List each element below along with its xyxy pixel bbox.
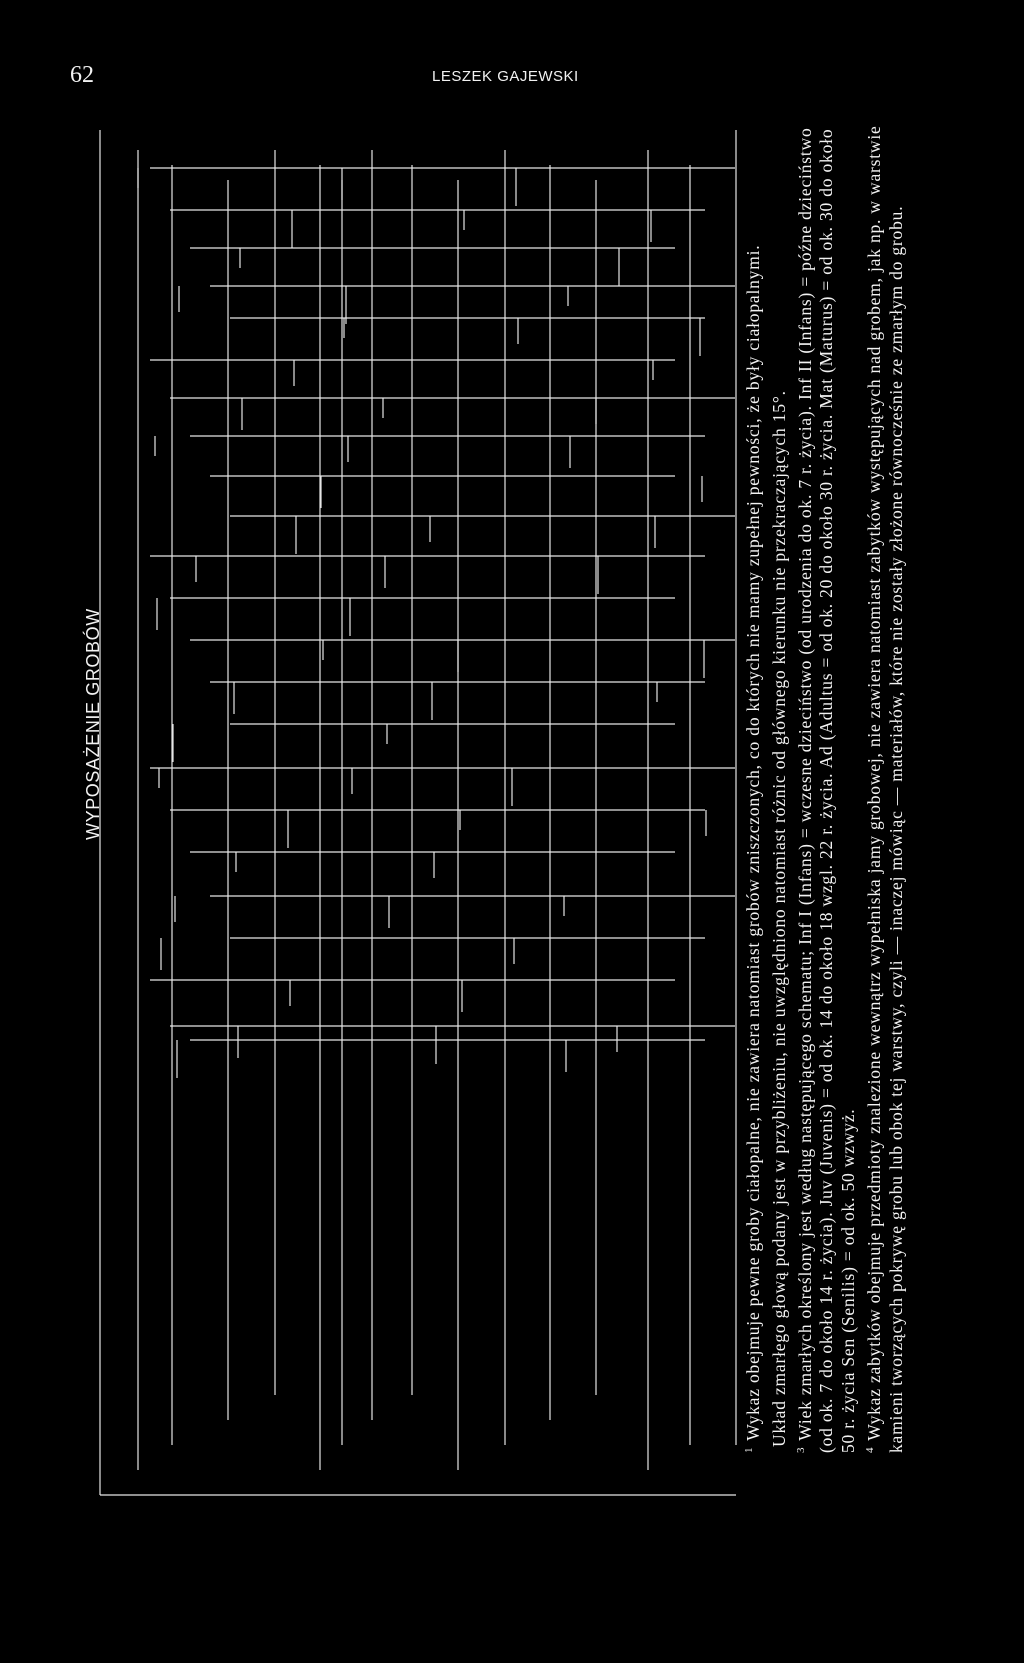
footnote-text: Wiek zmarłych określony jest według następującego schematu; Inf I (Infans) = wczesne dzieciństwo (od urodzenia do ok. 7 r. życia). Inf II (Infans) = późne dzieciństwo (od ok. 7 do około 14 r. życia). Juv (Juvenis) = od ok. 14 do około 18 wzgl. 22 r. życia. Ad (Adultus = od ok. 20 do około 30 r. życia. Mat (Maturus) = od ok. 30 do około 50 r. życia Sen (Senilis) = od ok. 50 wzwyż. <box>794 127 859 1453</box>
footnote-mark: 1 <box>743 1446 755 1453</box>
footnote-text: Układ zmarłego głową podany jest w przybliżeniu, nie uwzględniono natomiast różnic od głównego kierunku nie przekraczających 15°. <box>768 390 789 1447</box>
footnote-mark: 4 <box>864 1446 877 1453</box>
table-title: WYPOSAŻENIE GROBÓW <box>83 608 103 840</box>
grid-lines <box>100 130 736 1495</box>
footnotes <box>738 123 907 1453</box>
page-number: 62 <box>70 62 94 88</box>
footnote-1 <box>738 123 764 1453</box>
footnote-2 <box>764 123 790 1453</box>
footnote-4 <box>859 123 907 1453</box>
footnote-text: Wykaz obejmuje pewne groby ciałopalne, nie zawiera natomiast grobów zniszczonych, co do których nie mamy zupełnej pewności, że były ciałopalnymi. <box>742 244 763 1441</box>
footnote-mark: 3 <box>794 1446 807 1453</box>
footnote-text: Wykaz zabytków obejmuje przedmioty znalezione wewnątrz wypełniska jamy grobowej, nie zawiera natomiast zabytków występujących nad grobem, jak np. w warstwie kamieni tworzących pokrywę grobu lub obok tej warstwy, czyli — inaczej mówiąc — materiałów, które nie zostały złożone równocześnie ze zmarłym do grobu. <box>864 125 907 1453</box>
running-head: LESZEK GAJEWSKI <box>432 68 579 85</box>
footnote-3 <box>790 123 860 1453</box>
